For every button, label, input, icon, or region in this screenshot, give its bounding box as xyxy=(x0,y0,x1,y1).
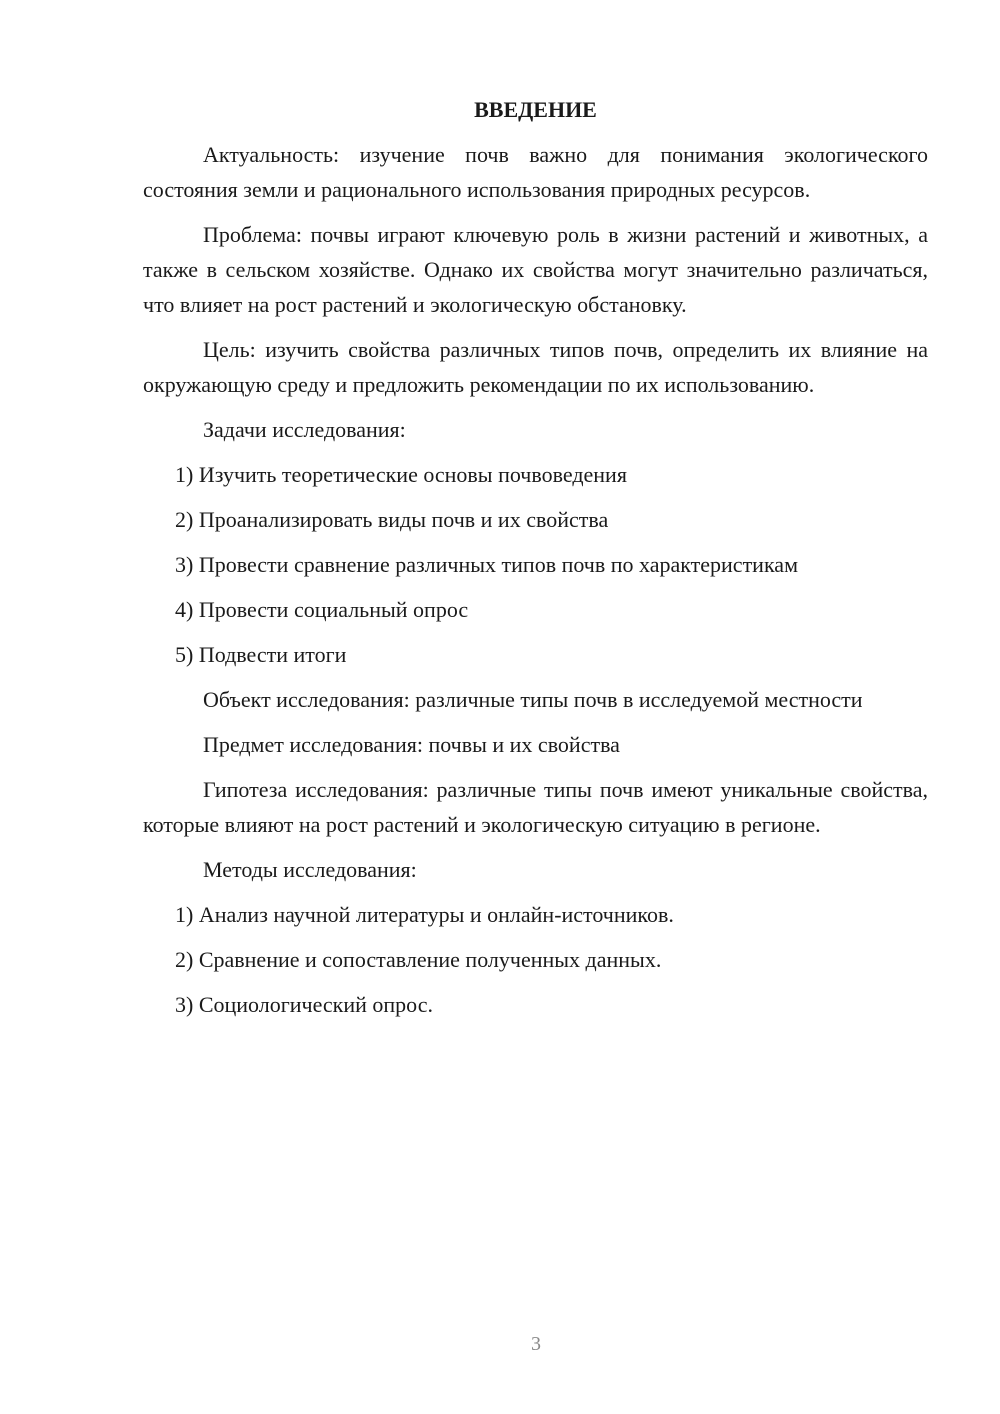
paragraph-goal: Цель: изучить свойства различных типов почв, определить их влияние на окружающую среду и предложить рекомендации по их использованию. xyxy=(143,337,928,397)
paragraph-hypothesis: Гипотеза исследования: различные типы почв имеют уникальные свойства, которые влияют на рост растений и экологическую ситуацию в регионе. xyxy=(143,777,928,837)
page-content xyxy=(143,92,928,1032)
paragraph-object: Объект исследования: различные типы почв в исследуемой местности xyxy=(203,687,863,712)
paragraph-relevance: Актуальность: изучение почв важно для понимания экологического состояния земли и рационального использования природных ресурсов. xyxy=(143,142,928,202)
methods-title: Методы исследования: xyxy=(203,857,417,882)
paragraph-subject: Предмет исследования: почвы и их свойства xyxy=(203,732,620,757)
task-item: 2) Проанализировать виды почв и их свойства xyxy=(175,507,609,532)
section-heading: ВВЕДЕНИЕ xyxy=(474,97,597,122)
task-item: 4) Провести социальный опрос xyxy=(175,597,469,622)
task-item: 1) Изучить теоретические основы почвоведения xyxy=(175,462,627,487)
method-item: 2) Сравнение и сопоставление полученных данных. xyxy=(175,947,662,972)
method-item: 1) Анализ научной литературы и онлайн-источников. xyxy=(175,902,674,927)
page-number: 3 xyxy=(531,1333,541,1355)
tasks-title: Задачи исследования: xyxy=(203,417,406,442)
paragraph-problem: Проблема: почвы играют ключевую роль в жизни растений и животных, а также в сельском хозяйстве. Однако их свойства могут значительно различаться, что влияет на рост растений и экологическую обстановку. xyxy=(143,222,928,317)
task-item: 5) Подвести итоги xyxy=(175,642,347,667)
method-item: 3) Социологический опрос. xyxy=(175,992,433,1017)
task-item: 3) Провести сравнение различных типов почв по характеристикам xyxy=(175,552,798,577)
